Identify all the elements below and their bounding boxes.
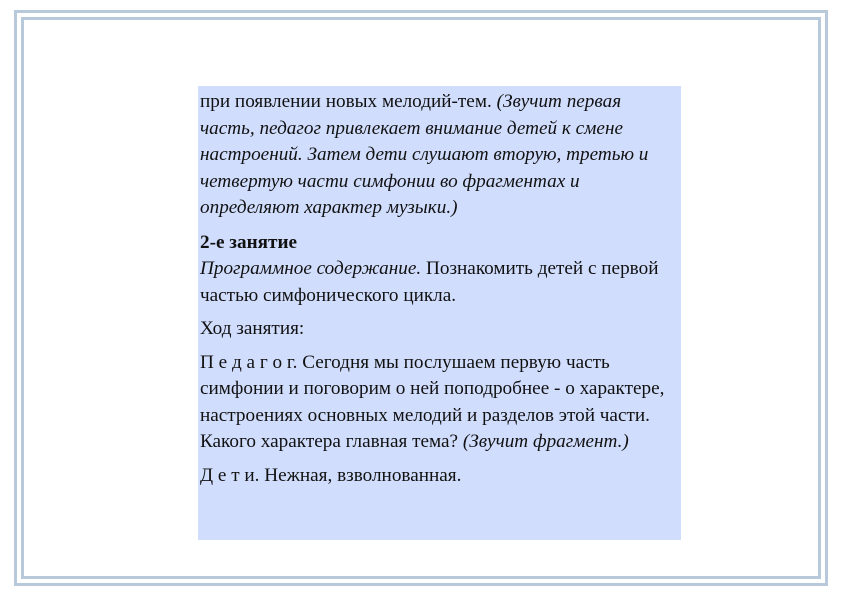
teacher-paragraph: [200, 350, 677, 456]
lesson-heading: 2-е занятие: [200, 231, 298, 253]
intro-remark: (Звучит первая часть, педагог привлекает внимание детей к смене настроений. Затем дети слушают вторую, третью и четвертую части симфонии во фрагментах и определяют характер музыки.): [200, 91, 649, 218]
program-paragraph: [200, 256, 677, 309]
program-text: Познакомить детей с первой частью симфонического цикла.: [200, 258, 659, 306]
children-paragraph: Д е т и. Нежная, взволнованная.: [200, 464, 462, 486]
teacher-remark: (Звучит фрагмент.): [462, 431, 629, 452]
program-label: Программное содержание.: [200, 258, 422, 279]
intro-paragraph: [200, 89, 677, 222]
text-block: [198, 86, 681, 540]
teacher-text: П е д а г о г. Сегодня мы послушаем первую часть симфонии и поговорим о ней поподробнее - о характере, настроениях основных мелодий и разделов этой части. Какого характера главная тема?: [200, 351, 665, 452]
intro-text: при появлении новых мелодий-тем.: [200, 91, 497, 112]
course-label: Ход занятия:: [200, 318, 305, 339]
